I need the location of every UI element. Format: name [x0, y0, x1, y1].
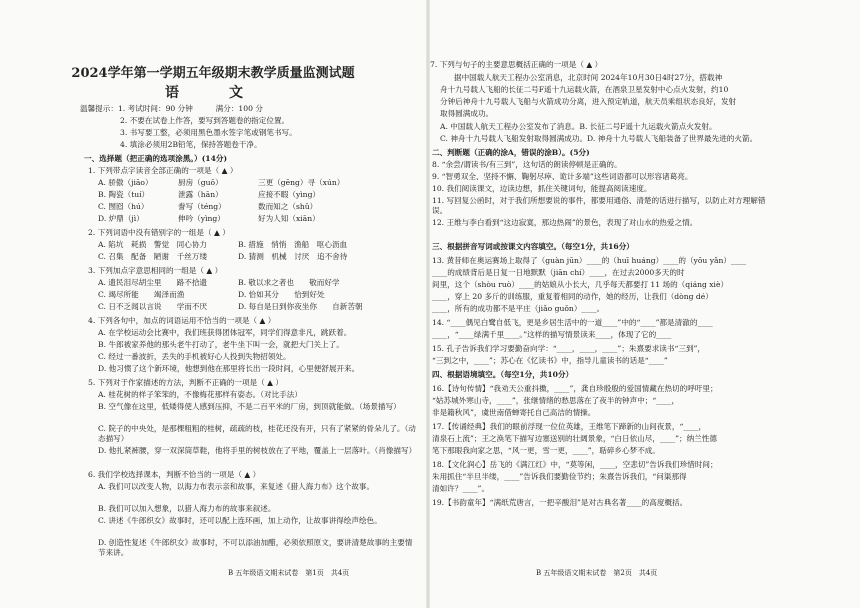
- option: A. 中国载人航天工程办公室发布了消息。B. 长征二号F遥十九运载火箭点火发射。: [440, 122, 717, 131]
- option: D. 猜测 机械 讨厌 追不舍待: [238, 252, 348, 261]
- option: 厨房（guō）: [178, 178, 223, 187]
- option: C. 日不乏闻以言说 学而不厌: [98, 302, 208, 311]
- question-9: 9. “智勇双全、坚持不懈、鞠躬尽瘁、诡计多端”这些词语都可以形容诸葛亮。: [432, 172, 693, 181]
- option: B. 陶瓷（tuí）: [98, 190, 150, 199]
- option: D. 他习惯了这个新环境，他想到他在那里将长出一段时间，心里便舒展开来。: [98, 364, 360, 373]
- note-3: 3. 书写要工整，必须用黑色墨水签字笔或钢笔书写。: [120, 128, 297, 137]
- option: 数而知之（shǔ）: [258, 202, 318, 211]
- note-4: 4. 填涂必须用2B铅笔，保持答题卷干净。: [120, 140, 262, 149]
- question-18-line: 清如许？____”。: [432, 484, 490, 493]
- question-4: 4. 下列各句中，加点的词语运用不恰当的一项是（ ▲ ）: [88, 316, 276, 325]
- option: A. 桂花树的样子笨笨的，不像梅花那样有姿态。（对比手法）: [98, 390, 302, 399]
- option: A. 在学校运动会比赛中，我们班获得团体冠军，同学们得意非凡，跳跃着。: [98, 328, 352, 337]
- question-16-line: 非是籍秋风”，虞世南借蝉寄托自己高洁的情操。: [432, 408, 596, 417]
- question-13-line: ____，穿上 20 多斤的训练服，重复着相同的动作，她的经历，让我们（dòng dé）: [432, 292, 713, 301]
- question-15-line: “三到之中，____”；苏心在《忆读书》中，指导儿童读书的话是“____”: [432, 356, 668, 365]
- option: 应接不暇（yìng）: [258, 190, 321, 199]
- option: C. 讲述《牛郎织女》故事时，还可以配上连环画，加上动作，让故事讲得绘声绘色。: [98, 516, 382, 525]
- option: B. 我们可以加入想象，以猎人海力布的故事来叙述。: [98, 504, 276, 513]
- option: B. 措施 悄悄 渔船 呕心沥血: [238, 240, 348, 249]
- subject-title: 语 文: [165, 85, 261, 101]
- option: D. 创造性复述《牛郎织女》故事时，不可以添油加醋，必须依照原文，要讲清楚故事的主要情节来讲。: [98, 538, 413, 557]
- question-3: 3. 下列加点字意思相同的一组是（ ▲ ）: [88, 266, 223, 275]
- option: C. 神舟十九号载人飞船发射取得圆满成功。D. 神舟十九号载人飞船装备了世界最先进的火箭。: [440, 134, 758, 143]
- option: D. 恰如其分 恰到好处: [238, 290, 325, 299]
- section-1-heading: 一、选择题（把正确的选项涂黑。）(14分): [84, 154, 228, 163]
- question-2: 2. 下列词语中没有错别字的一组是（ ▲ ）: [88, 228, 230, 237]
- question-13-line: ____，所有的成功都不是平庄（jiǎo guǒn）____。: [432, 304, 605, 313]
- question-11: 11. 写回复公函时，对于我们所想要说的事件，都要用通俗、清楚的话进行描写，以防止对方理解错误。: [432, 196, 766, 215]
- question-16-line: “姑苏城外寒山寺，____”，张继情绪的愁思落在了夜半的钟声中；“____，: [432, 396, 680, 405]
- option: A. 我们可以改变人物，以海力布表示亲和故事，来复述《猎人海力布》这个故事。: [98, 482, 375, 491]
- option: C. 经过一番波折，丢失的手机被好心人投到失物招领处。: [98, 352, 291, 361]
- option: 好为人知（xiān）: [258, 214, 320, 223]
- question-5: 5. 下列对于作家描述的方法，判断不正确的一项是（ ▲ ）: [88, 378, 283, 387]
- option: A. 陷坑 耗损 警觉 同心协力: [98, 240, 208, 249]
- question-1: 1. 下列带点字读音全部正确的一项是（ ▲ ）: [88, 166, 238, 175]
- option: A. 骄傲（jiāo）: [98, 178, 153, 187]
- option: 三更（gēng）寻（xún）: [258, 178, 345, 187]
- option: B. 牛郎被家养他的那头老牛打动了，老牛坐下叫一会，就把大门关上了。: [98, 340, 344, 349]
- section-4-heading: 四、根据语境填空。（每空1分，共10分）: [432, 370, 574, 379]
- option: C. 院子的中央处，是那棵粗粗的桂树，疏疏的枝，桂花还没有开，只有了紧紧的骨朵儿了。（动态描写）: [98, 424, 416, 443]
- passage-line: 分钟后神舟十九号载人飞船与火箭成功分离，进入预定轨道，航天员乘组状态良好，发射: [440, 97, 737, 106]
- option: C. 竭尽所能 竭泽而渔: [98, 290, 185, 299]
- question-6: 6. 我们学校选择课本，判断不恰当的一项是（ ▲ ）: [88, 470, 261, 479]
- option: 誊写（téng）: [178, 202, 226, 211]
- question-13-line: 间里，这个（shòu ruò）____的姑娘从小长大，几乎每天都要打 11 场的（qiáng xiè）: [432, 280, 729, 289]
- question-18: 18.【文化润心】岳飞的《满江红》中，“莫等闲，____，空悲切”告诉我们珍惜时间；: [432, 460, 718, 469]
- option: D. 炉鼎（jì）: [98, 214, 144, 223]
- question-8: 8. “余尝/谓读书/有三到”，这句话的朗读停顿是正确的。: [432, 160, 622, 169]
- option: B. 空气像在这里，低矮得使人感到压抑，不是二百平米的厂房，到顶就能做。（场景描写）: [98, 402, 401, 411]
- option: C. 囫囵（hú）: [98, 202, 149, 211]
- passage-line: 取得圆满成功。: [440, 109, 494, 118]
- exam-page-1: [0, 0, 426, 608]
- option: C. 召集 配备 陋谢 千丝万缕: [98, 252, 208, 261]
- option: A. 遗民泪尽胡尘里 路不拾遗: [98, 278, 208, 287]
- question-16: 16.【诗句传情】“我劝天公重抖擞，____”，龚自珍殷殷的爱国情藏在热切的呼吁里；: [432, 384, 718, 393]
- option: D. 每自是日到你夜坐你 自新苦朝: [238, 302, 363, 311]
- question-17: 17.【传诵经典】我们的眼前浮现一位位英雄，王维笔下蹄新的山间夜景，“____，: [432, 422, 707, 431]
- option: 伸吟（yìng）: [178, 214, 225, 223]
- section-3-heading: 三、根据拼音写词或按课文内容填空。（每空1分，共16分）: [432, 242, 634, 251]
- passage-line: 据中国载人航天工程办公室消息，北京时间 2024年10月30日4时27分，搭载神: [454, 73, 723, 82]
- question-17-line: 笔下那眼我向家之思，“风一更，雪一更，____”，聒碎乡心梦不成。: [432, 446, 660, 455]
- question-12: 12. 王维与李白看到“这边寂寞，那边热闹”的景色，表现了对山水的热爱之情。: [432, 218, 698, 227]
- note-1: 温馨提示：1. 考试时间：90 分钟 满分：100 分: [80, 104, 263, 113]
- option: 泄露（hān）: [178, 190, 223, 199]
- section-2-heading: 二、判断题（正确的涂A，错误的涂B）。(5分): [432, 148, 590, 157]
- exam-page-2: [430, 0, 860, 608]
- question-14: 14. “____偶见白鹭自低飞，更是乡居生活中的一道____”中的“____”都是清澈的____: [432, 318, 713, 327]
- question-15: 15. 孔子告诉我们学习要勤奋向学：“____，____，____”；朱熹要求读书“三到”，: [432, 344, 706, 353]
- question-13-line: ____的成绩背后是日复一日地默默（jiān chí）____，在过去2000多天的时: [432, 268, 685, 277]
- question-19: 19.【书韵童年】“满纸荒唐言，一把辛酸泪”是对古典名著____的高度概括。: [432, 498, 688, 507]
- page-footer: B 五年级语文期末试卷 第1页 共4页: [228, 569, 350, 577]
- question-18-line: 朱用抓住“半旦半缕，____”告诉我们要勤俭节约；朱熹告诉我们，“问渠那得: [432, 472, 687, 481]
- question-7: 7. 下列与句子的主要意思概括正确的一项是（ ▲ ）: [430, 60, 603, 69]
- question-13: 13. 黄昔师在奥运赛场上取得了（guàn jūn）____的（huī huáng）____的（yōu yǎn）____: [432, 256, 747, 265]
- question-17-line: 清泉石上流”；王之涣笔下描写边塞送别的壮阔景象，“白日依山尽，____”；纳兰性德: [432, 434, 718, 443]
- question-10: 10. 我们阅读课文，边读边想，抓住关键词句，能提高阅读速度。: [432, 184, 652, 193]
- exam-title: 2024学年第一学期五年级期末教学质量监测试题: [71, 66, 355, 81]
- question-14-line: ____，“____绿满千里____。”这样的描写情景读来____，体现了它的____: [432, 330, 672, 339]
- passage-line: 舟十九号载人飞船的长征二号F遥十九运载火箭，在酒泉卫星发射中心点火发射，约10: [440, 85, 729, 94]
- page-footer: B 五年级语文期末试卷 第2页 共4页: [536, 569, 658, 577]
- note-2: 2. 不要在试卷上作答，要写到答题卷的指定位置。: [120, 116, 290, 125]
- option: B. 敬以求之者也 敬而好学: [238, 278, 340, 287]
- option: D. 他扎紧裤腰，穿一双深筒草鞋，他将手里的树枝放在了平地，覆盖上一层落叶。（肖像描写）: [98, 446, 417, 455]
